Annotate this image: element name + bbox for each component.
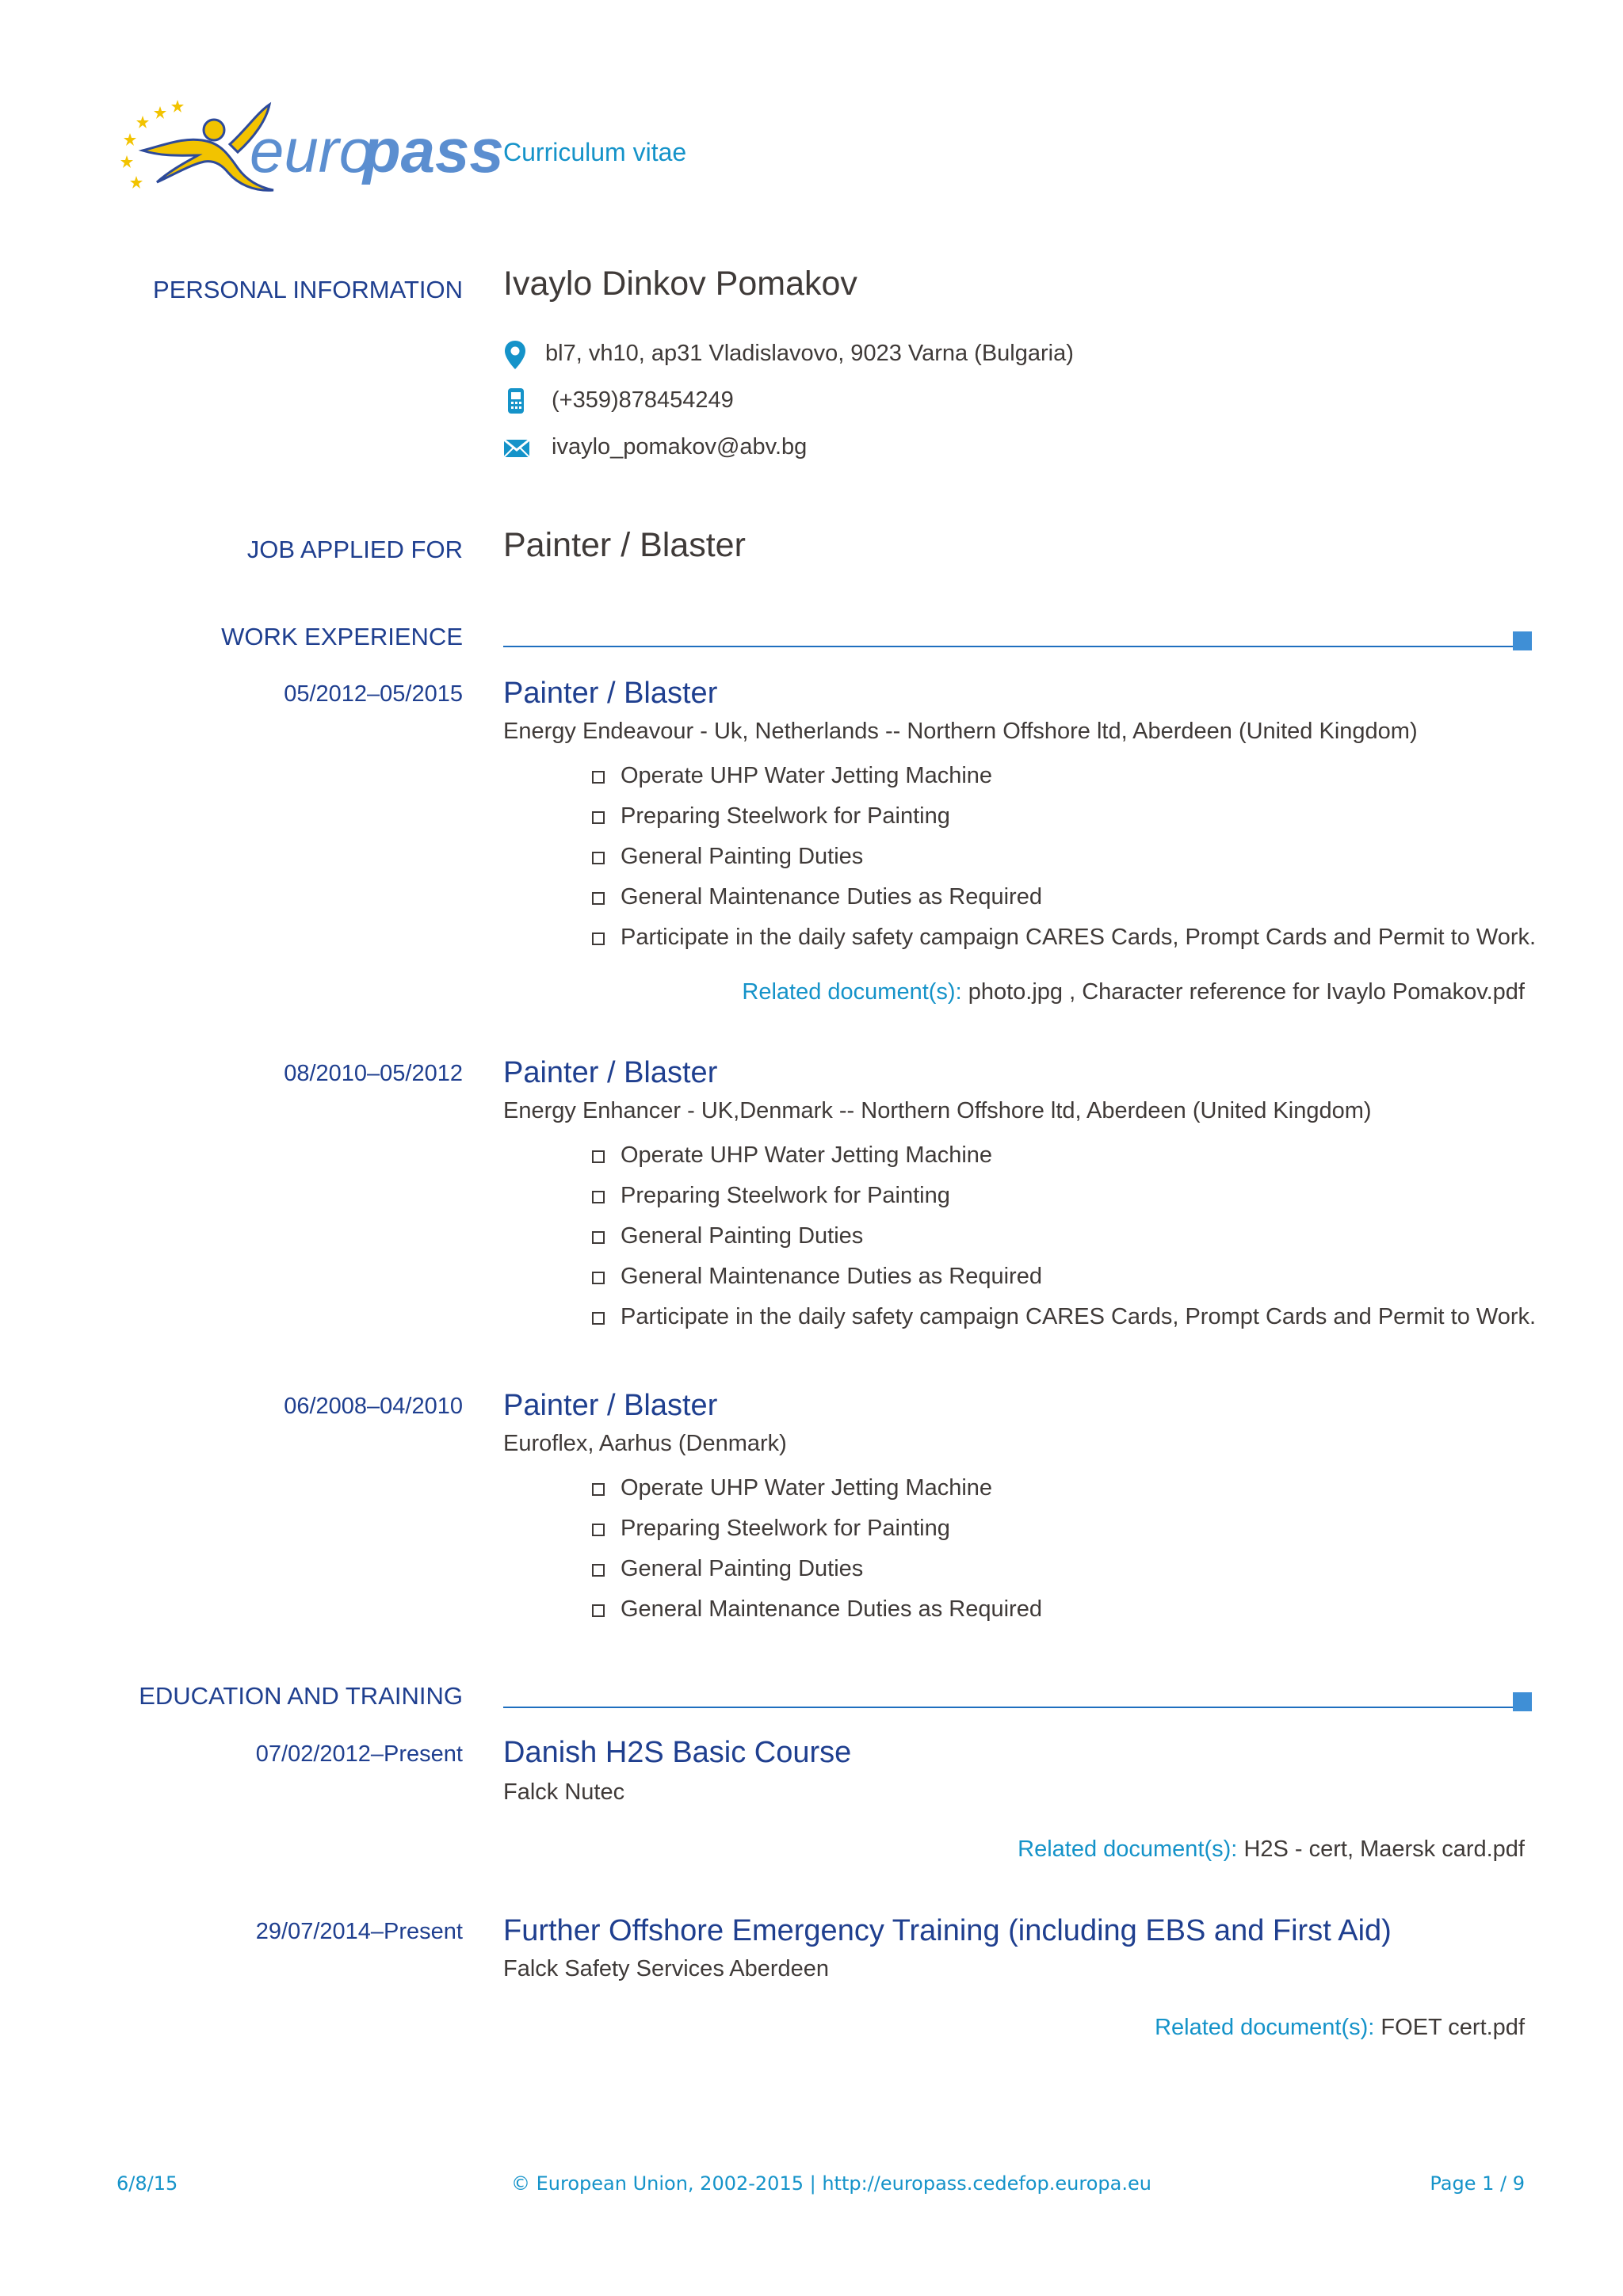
checkbox-bullet-icon [592, 892, 605, 905]
work-experience-label: WORK EXPERIENCE [221, 623, 463, 650]
education-provider: Falck Safety Services Aberdeen [503, 1956, 830, 1981]
work-employer: Energy Enhancer - UK,Denmark -- Northern Offshore ltd, Aberdeen (United Kingdom) [503, 1098, 1372, 1123]
duty-item: Operate UHP Water Jetting Machine [590, 1468, 1042, 1508]
work-employer: Energy Endeavour - Uk, Netherlands -- Northern Offshore ltd, Aberdeen (United Kingdom) [503, 719, 1418, 744]
education-dates: 07/02/2012–Present [255, 1741, 463, 1767]
related-documents [742, 979, 1525, 1005]
work-title: Painter / Blaster [503, 1389, 718, 1422]
svg-text:euro: euro [250, 116, 374, 185]
duty-item: General Painting Duties [590, 1216, 1536, 1257]
duty-item: General Painting Duties [590, 1549, 1042, 1589]
work-section-divider [503, 646, 1518, 647]
checkbox-bullet-icon [592, 1604, 605, 1617]
europass-logo-icon [111, 89, 504, 200]
education-training-label: EDUCATION AND TRAINING [139, 1682, 463, 1710]
work-duties-list [590, 756, 1536, 958]
work-duties-list [590, 1468, 1042, 1630]
checkbox-bullet-icon [592, 1191, 605, 1203]
checkbox-bullet-icon [592, 771, 605, 784]
work-section-marker [1513, 631, 1532, 650]
education-title: Further Offshore Emergency Training (including EBS and First Aid) [503, 1914, 1392, 1947]
personal-information-label: PERSONAL INFORMATION [153, 276, 463, 303]
full-name: Ivaylo Dinkov Pomakov [503, 265, 857, 303]
duty-item: Operate UHP Water Jetting Machine [590, 1135, 1536, 1176]
job-applied-label: JOB APPLIED FOR [246, 536, 463, 563]
email-icon [503, 439, 530, 462]
checkbox-bullet-icon [592, 1150, 605, 1163]
checkbox-bullet-icon [592, 1524, 605, 1536]
checkbox-bullet-icon [592, 811, 605, 824]
footer-copyright[interactable]: © European Union, 2002-2015 | http://europass.cedefop.europa.eu [511, 2172, 1151, 2195]
footer-date: 6/8/15 [116, 2172, 178, 2195]
related-documents-label: Related document(s): [1155, 2015, 1375, 2040]
duty-item: General Maintenance Duties as Required [590, 1589, 1042, 1630]
work-title: Painter / Blaster [503, 1056, 718, 1089]
duty-item: Participate in the daily safety campaign CARES Cards, Prompt Cards and Permit to Work. [590, 1297, 1536, 1337]
duty-item: General Maintenance Duties as Required [590, 1257, 1536, 1297]
svg-text:pass: pass [363, 116, 504, 185]
work-duties-list [590, 1135, 1536, 1337]
work-dates: 08/2010–05/2012 [284, 1061, 463, 1086]
checkbox-bullet-icon [592, 852, 605, 864]
address: bl7, vh10, ap31 Vladislavovo, 9023 Varna (Bulgaria) [545, 341, 1074, 366]
related-documents-links[interactable]: H2S - cert, Maersk card.pdf [1243, 1836, 1525, 1862]
work-dates: 05/2012–05/2015 [284, 681, 463, 707]
related-documents-label: Related document(s): [1018, 1836, 1238, 1862]
checkbox-bullet-icon [592, 933, 605, 945]
duty-item: General Maintenance Duties as Required [590, 877, 1536, 917]
checkbox-bullet-icon [592, 1564, 605, 1577]
email-address[interactable]: ivaylo_pomakov@abv.bg [552, 434, 808, 460]
related-documents-label: Related document(s): [742, 979, 962, 1005]
work-title: Painter / Blaster [503, 677, 718, 710]
checkbox-bullet-icon [592, 1272, 605, 1284]
duty-item: Preparing Steelwork for Painting [590, 1508, 1042, 1549]
checkbox-bullet-icon [592, 1312, 605, 1325]
europass-logo [111, 89, 504, 200]
education-title: Danish H2S Basic Course [503, 1736, 852, 1769]
phone-number: (+359)878454249 [552, 387, 734, 413]
job-applied-value: Painter / Blaster [503, 526, 746, 564]
checkbox-bullet-icon [592, 1231, 605, 1244]
duty-item: Preparing Steelwork for Painting [590, 796, 1536, 837]
mobile-phone-icon [506, 387, 525, 419]
education-section-marker [1513, 1692, 1532, 1711]
duty-item: General Painting Duties [590, 837, 1536, 877]
location-icon [503, 339, 527, 375]
education-provider: Falck Nutec [503, 1779, 625, 1805]
checkbox-bullet-icon [592, 1483, 605, 1496]
education-section-divider [503, 1707, 1518, 1708]
related-documents [1155, 2015, 1525, 2041]
footer-page-number: Page 1 / 9 [1430, 2172, 1525, 2195]
education-dates: 29/07/2014–Present [255, 1919, 463, 1944]
duty-item: Operate UHP Water Jetting Machine [590, 756, 1536, 796]
doc-title: Curriculum vitae [503, 138, 687, 166]
related-documents [1018, 1836, 1525, 1863]
work-employer: Euroflex, Aarhus (Denmark) [503, 1431, 787, 1456]
duty-item: Preparing Steelwork for Painting [590, 1176, 1536, 1216]
related-documents-links[interactable]: photo.jpg , Character reference for Ivaylo Pomakov.pdf [968, 979, 1525, 1005]
related-documents-links[interactable]: FOET cert.pdf [1381, 2015, 1525, 2040]
duty-item: Participate in the daily safety campaign CARES Cards, Prompt Cards and Permit to Work. [590, 917, 1536, 958]
work-dates: 06/2008–04/2010 [284, 1394, 463, 1419]
